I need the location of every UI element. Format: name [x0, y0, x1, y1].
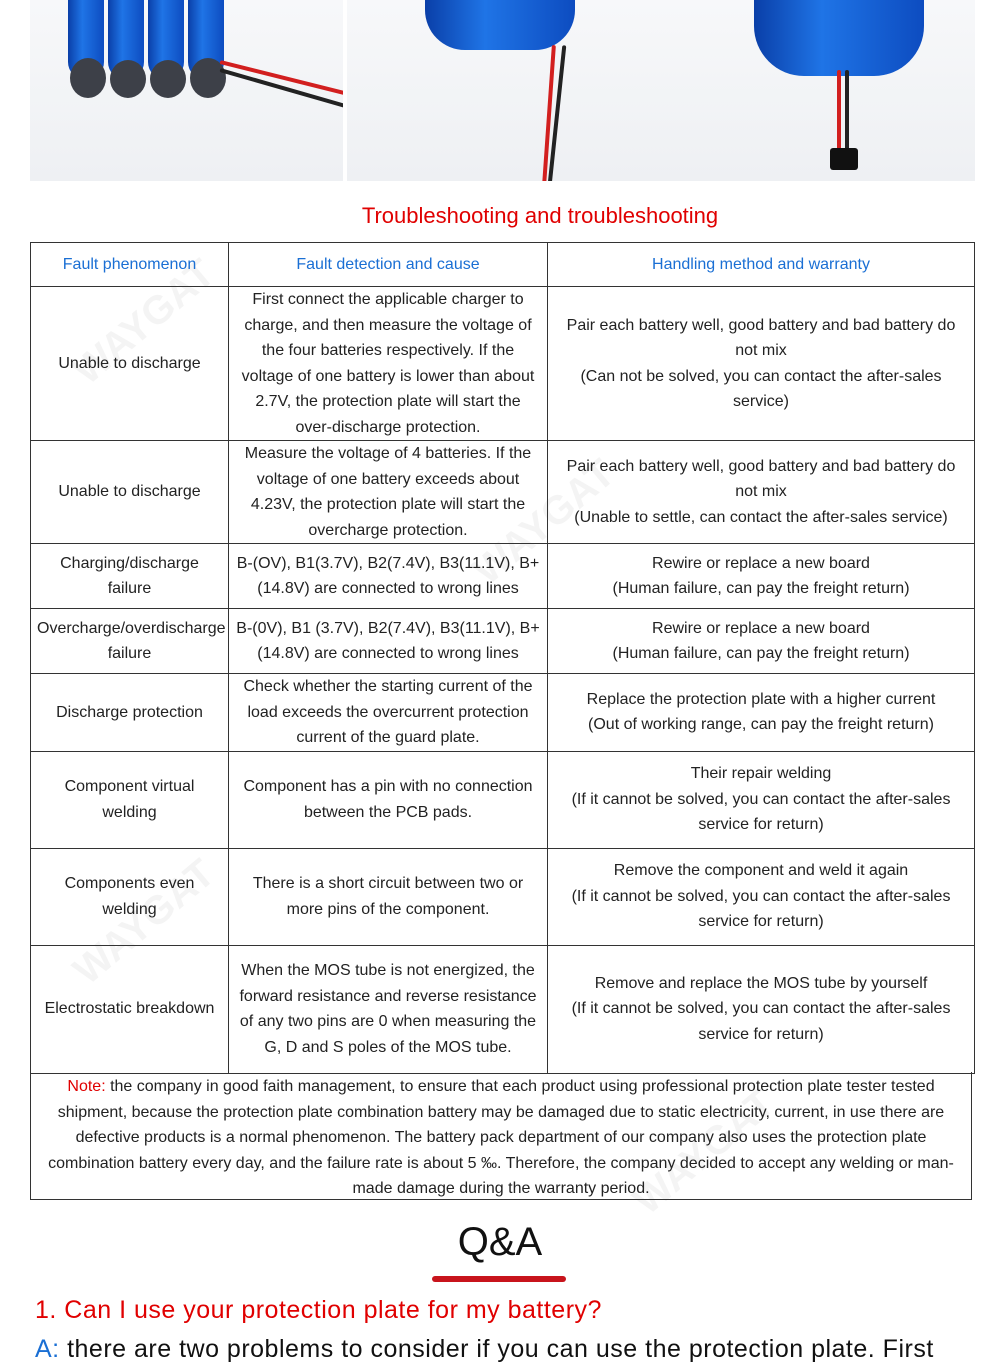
table-row	[31, 751, 975, 848]
handling-method: Rewire or replace a new board	[652, 554, 870, 572]
table-row	[31, 441, 975, 544]
handling-cell	[548, 544, 975, 609]
fault-phenomenon-cell: Electrostatic breakdown	[31, 945, 229, 1073]
handling-cell	[548, 751, 975, 848]
handling-warranty: (If it cannot be solved, you can contact the after-sales service for return)	[571, 1000, 951, 1043]
header-handling-warranty: Handling method and warranty	[548, 243, 975, 287]
fault-phenomenon-cell: Unable to discharge	[31, 441, 229, 544]
fault-phenomenon-cell: Component virtual welding	[31, 751, 229, 848]
handling-cell	[548, 609, 975, 674]
fault-cause-cell: B-(OV), B1(3.7V), B2(7.4V), B3(11.1V), B+(14.8V) are connected to wrong lines	[229, 544, 548, 609]
table-row	[31, 609, 975, 674]
fault-cause-cell: First connect the applicable charger to charge, and then measure the voltage of the four batteries respectively. If the voltage of one battery is lower than about 2.7V, the protection plate will start the over-discharge protection.	[229, 287, 548, 441]
table-row	[31, 544, 975, 609]
fault-phenomenon-cell: Discharge protection	[31, 674, 229, 752]
product-photos	[30, 0, 975, 181]
header-fault-cause: Fault detection and cause	[229, 243, 548, 287]
fault-cause-cell: B-(0V), B1 (3.7V), B2(7.4V), B3(11.1V), B+(14.8V) are connected to wrong lines	[229, 609, 548, 674]
handling-method: Their repair welding	[690, 765, 832, 783]
battery-photo-3	[662, 0, 975, 181]
header-fault-phenomenon: Fault phenomenon	[31, 243, 229, 287]
qa-underline	[432, 1276, 566, 1282]
question-1: 1. Can I use your protection plate for my battery?	[35, 1296, 602, 1324]
handling-warranty: (Can not be solved, you can contact the after-sales service)	[580, 367, 942, 410]
fault-phenomenon-cell: Unable to discharge	[31, 287, 229, 441]
answer-text: there are two problems to consider if you can use the protection plate. First	[59, 1335, 934, 1363]
fault-phenomenon-cell: Overcharge/overdischarge failure	[31, 609, 229, 674]
fault-cause-cell: There is a short circuit between two or more pins of the component.	[229, 848, 548, 945]
handling-warranty: (Human failure, can pay the freight return)	[612, 645, 910, 662]
handling-method: Remove the component and weld it again	[613, 862, 909, 880]
handling-method: Pair each battery well, good battery and bad battery do not mix	[566, 316, 956, 359]
table-row	[31, 848, 975, 945]
handling-warranty: (Unable to settle, can contact the after-sales service)	[574, 508, 948, 526]
table-header-row	[31, 243, 975, 287]
fault-cause-cell: Check whether the starting current of the load exceeds the overcurrent protection current of the guard plate.	[229, 674, 548, 752]
handling-method: Pair each battery well, good battery and bad battery do not mix	[566, 457, 956, 501]
battery-photo-1	[30, 0, 343, 181]
warranty-note	[30, 1072, 972, 1200]
handling-method: Replace the protection plate with a higher current	[586, 690, 936, 708]
handling-warranty: (If it cannot be solved, you can contact the after-sales service for return)	[571, 887, 951, 931]
handling-warranty: (Human failure, can pay the freight return)	[612, 580, 910, 597]
battery-photo-2	[347, 0, 662, 181]
fault-cause-cell: When the MOS tube is not energized, the forward resistance and reverse resistance of any two pins are 0 when measuring the G, D and S poles of the MOS tube.	[229, 945, 548, 1073]
note-label: Note:	[67, 1078, 106, 1095]
handling-method: Rewire or replace a new board	[652, 619, 870, 637]
troubleshooting-table	[30, 242, 975, 1074]
handling-method: Remove and replace the MOS tube by yourself	[594, 974, 928, 992]
qa-heading: Q&A	[457, 1220, 543, 1264]
handling-warranty: (If it cannot be solved, you can contact the after-sales service for return)	[571, 790, 951, 834]
fault-cause-cell: Measure the voltage of 4 batteries. If the voltage of one battery exceeds about 4.23V, the protection plate will start the overcharge protection.	[229, 441, 548, 544]
handling-warranty: (Out of working range, can pay the freight return)	[588, 716, 934, 734]
handling-cell	[548, 674, 975, 752]
fault-phenomenon-cell: Charging/discharge failure	[31, 544, 229, 609]
handling-cell	[548, 945, 975, 1073]
fault-phenomenon-cell: Components even welding	[31, 848, 229, 945]
table-row	[31, 287, 975, 441]
handling-cell	[548, 441, 975, 544]
handling-cell	[548, 287, 975, 441]
note-text: the company in good faith management, to ensure that each product using professional protection plate tester tested shipment, because the protection plate combination battery may be damaged due to static electricity, current, in use there are defective products is a normal phenomenon. The battery pack department of our company also uses the protection plate combination battery every day, and the failure rate is about 5 ‰. Therefore, the company decided to accept any welding or man-made damage during the warranty period.	[48, 1078, 954, 1197]
table-row	[31, 674, 975, 752]
handling-cell	[548, 848, 975, 945]
table-row	[31, 945, 975, 1073]
answer-label: A:	[35, 1335, 60, 1363]
page-title: Troubleshooting and troubleshooting	[361, 203, 719, 228]
fault-cause-cell: Component has a pin with no connection between the PCB pads.	[229, 751, 548, 848]
